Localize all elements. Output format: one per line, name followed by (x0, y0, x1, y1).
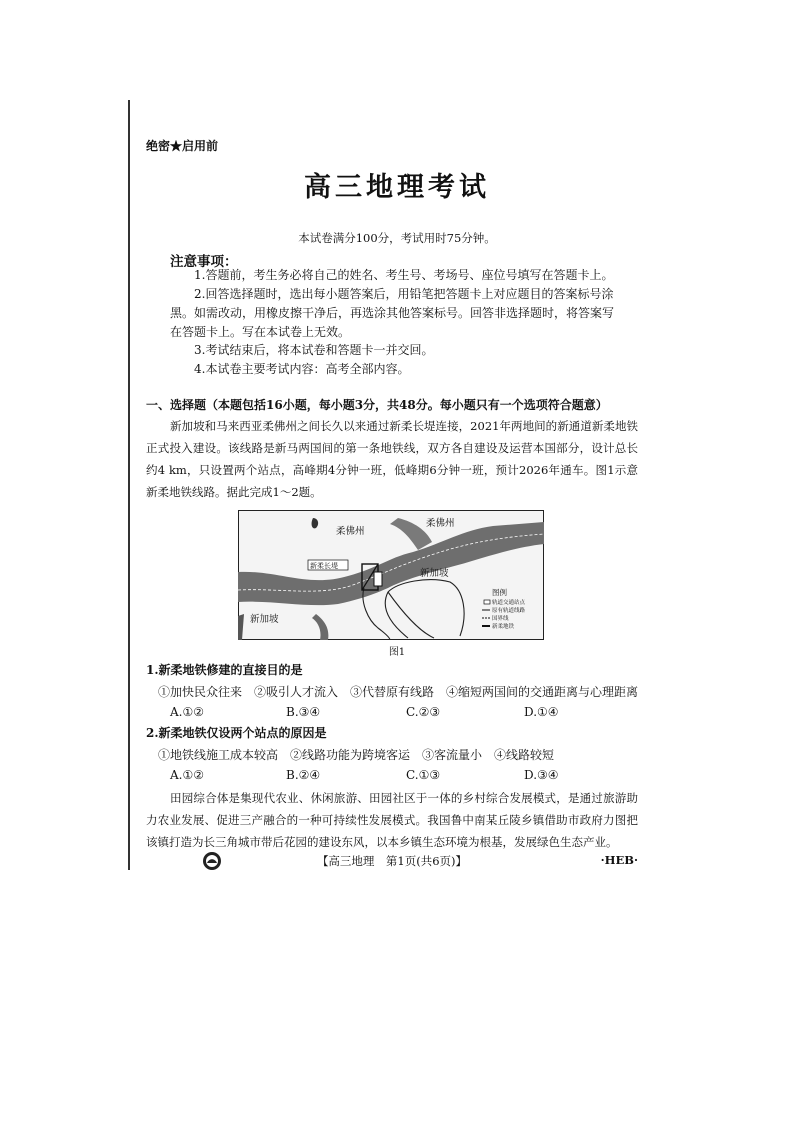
confidential-label: 绝密★启用前 (146, 139, 219, 153)
margin-line (128, 100, 130, 870)
exam-meta: 本试卷满分100分，考试用时75分钟。 (298, 231, 496, 245)
question-statements (158, 683, 638, 700)
option-a: A.①② (170, 705, 204, 719)
question-statements (158, 746, 554, 763)
footer-code: ·HEB· (600, 853, 638, 867)
legend-item: 新柔地铁 (492, 624, 515, 630)
johor-label-left: 柔佛州 (336, 526, 365, 537)
passage: 新加坡和马来西亚柔佛州之间长久以来通过新柔长堤连接，2021年两地间的新通道新柔地铁正式投入建设。该线路是新马两国间的第一条地铁线，双方各自建设及运营本国部分，设计总长约4 km，只设置两个站点，高峰期4分钟一班，低峰期6分钟一班，预计2026年通车。图1示意新柔地铁线路。据此完成1～2题。 (146, 419, 638, 499)
legend-item: 国界线 (492, 616, 509, 622)
option-c: C.①③ (406, 768, 441, 782)
legend-title: 图例 (492, 588, 507, 597)
legend-item: 轨道交通站点 (492, 600, 526, 606)
singapore-label-right: 新加坡 (420, 568, 449, 579)
causeway-label: 新柔长堤 (310, 562, 338, 570)
statement: ②吸引人才流入 (254, 685, 339, 699)
notice-item: 1.答题前，考生务必将自己的姓名、考生号、考场号、座位号填写在答题卡上。 (194, 268, 614, 282)
notice-item: 3.考试结束后，将本试卷和答题卡一并交回。 (194, 343, 434, 357)
option-c: C.②③ (406, 705, 441, 719)
notice-heading: 注意事项： (170, 254, 238, 270)
statement: ①地铁线施工成本较高 (158, 748, 279, 762)
section-title: 一、选择题（本题包括16小题，每小题3分，共48分。每小题只有一个选项符合题意） (146, 398, 608, 412)
statement: ④缩短两国间的交通距离与心理距离 (446, 685, 639, 699)
legend-item: 原有轨道线路 (492, 608, 526, 614)
statement: ②线路功能为跨境客运 (290, 748, 411, 762)
figure-caption: 图1 (388, 647, 406, 658)
page-footer (146, 851, 638, 873)
question-stem: 2.新柔地铁仅设两个站点的原因是 (146, 726, 327, 740)
notice-item: 4.本试卷主要考试内容：高考全部内容。 (194, 362, 410, 376)
option-d: D.③④ (524, 768, 559, 782)
statement: ①加快民众往来 (158, 685, 243, 699)
singapore-label-left: 新加坡 (250, 614, 279, 625)
notice-item: 2.回答选择题时，选出每小题答案后，用铅笔把答题卡上对应题目的答案标号涂黑。如需改动，用橡皮擦干净后，再选涂其他答案标号。回答非选择题时，将答案写在答题卡上。写在本试卷上无效。 (170, 287, 615, 339)
statement: ④线路较短 (494, 748, 555, 762)
statement: ③客流量小 (422, 748, 483, 762)
legend-station-icon (484, 600, 490, 604)
metro-map-figure (238, 510, 544, 640)
footer-page-info: 【高三地理 第1页(共6页)】 (316, 854, 468, 868)
option-b: B.②④ (286, 768, 321, 782)
passage: 田园综合体是集现代农业、休闲旅游、田园社区于一体的乡村综合发展模式，是通过旅游助力农业发展、促进三产融合的一种可持续性发展模式。我国鲁中南某丘陵乡镇借助市政府力图把该镇打造为长三角城市带后花园的建设东风，以本乡镇生态环境为根基，发展绿色生态产业。 (146, 791, 638, 849)
option-a: A.①② (170, 768, 204, 782)
option-d: D.①④ (524, 705, 559, 719)
option-b: B.③④ (286, 705, 321, 719)
johor-label-top: 柔佛州 (426, 518, 455, 529)
statement: ③代替原有线路 (350, 685, 435, 699)
page-title: 高三地理考试 (304, 172, 490, 203)
station-marker (374, 572, 382, 586)
question-stem: 1.新柔地铁修建的直接目的是 (146, 663, 303, 677)
